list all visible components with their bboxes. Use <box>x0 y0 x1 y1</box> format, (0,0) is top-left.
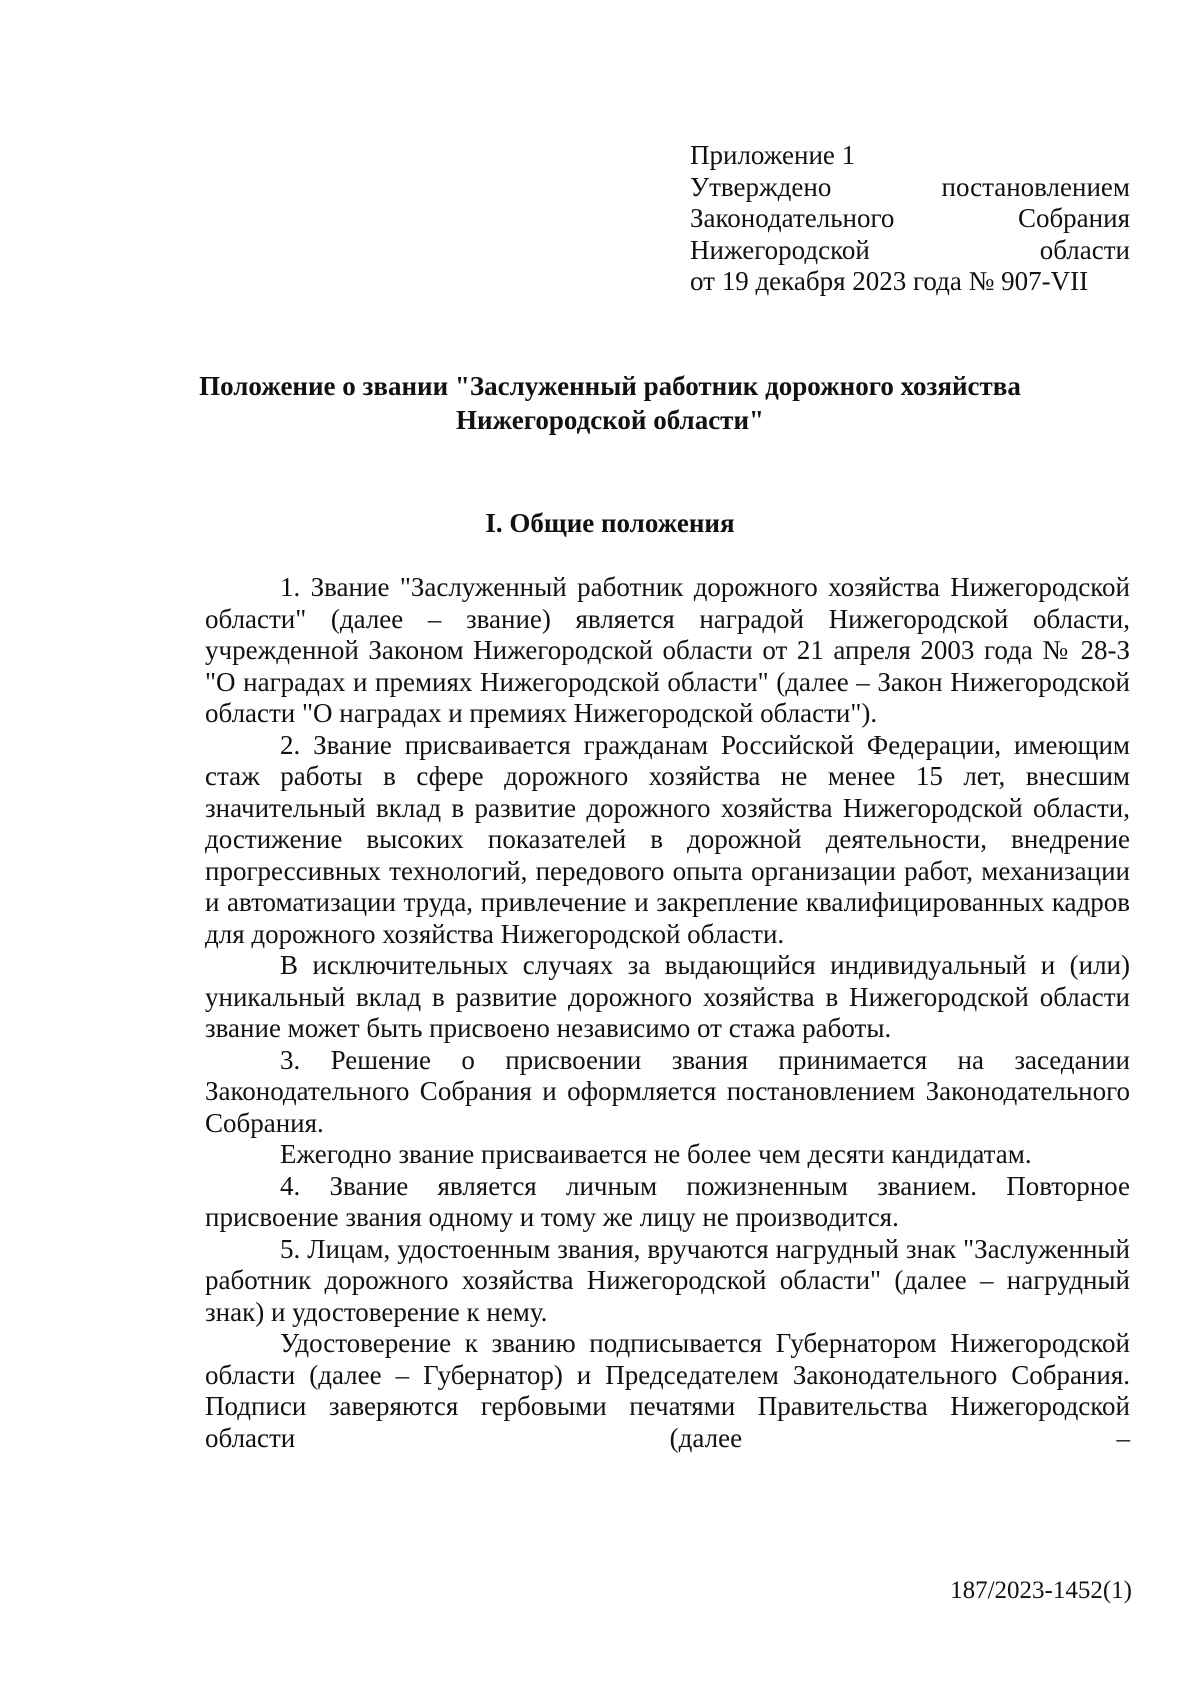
resolution-word: постановлением <box>941 171 1130 202</box>
approved-word: Утверждено <box>690 171 832 202</box>
paragraph-2: 2. Звание присваивается гражданам Российской Федерации, имеющим стаж работы в сфере дорожного хозяйства не менее 15 лет, внесшим значительный вклад в развитие дорожного хозяйства Нижегородской области, достижение высоких показателей в дорожной деятельности, внедрение прогрессивных технологий, передового опыта организации работ, механизации и автоматизации труда, привлечение и закрепление квалифицированных кадров для дорожного хозяйства Нижегородской области. <box>205 729 1130 949</box>
document-number: 187/2023-1452(1) <box>950 1577 1132 1604</box>
paragraph-8: Удостоверение к званию подписывается Губернатором Нижегородской области (далее – Губернатор) и Председателем Законодательного Собрания. Подписи заверяются гербовыми печатями Правительства Нижегородской области (далее – <box>205 1328 1130 1453</box>
paragraph-5: Ежегодно звание присваивается не более чем десяти кандидатам. <box>280 1139 1032 1169</box>
approval-line-2 <box>690 203 1130 235</box>
section-heading: I. Общие положения <box>485 508 735 538</box>
paragraph-3: В исключительных случаях за выдающийся индивидуальный и (или) уникальный вклад в развитие дорожного хозяйства в Нижегородской области звание может быть присвоено независимо от стажа работы. <box>205 950 1130 1043</box>
approval-block <box>690 140 1130 298</box>
appendix-label: Приложение 1 <box>690 140 856 170</box>
assembly-word: Собрания <box>1017 203 1130 233</box>
paragraph-6: 4. Звание является личным пожизненным званием. Повторное присвоение звания одному и тому же лицу не производится. <box>205 1170 1130 1232</box>
approval-date-line: от 19 декабря 2023 года № 907-VII <box>690 266 1089 296</box>
approval-line-3 <box>690 235 1130 267</box>
paragraph-4: 3. Решение о присвоении звания принимается на заседании Законодательного Собрания и оформляется постановлением Законодательного Собрания. <box>205 1044 1130 1138</box>
approval-line-1 <box>690 172 1130 204</box>
body-text <box>205 572 1130 1454</box>
document-title: Положение о звании "Заслуженный работник дорожного хозяйства Нижегородской области" <box>199 371 1021 435</box>
paragraph-7: 5. Лицам, удостоенным звания, вручаются нагрудный знак "Заслуженный работник дорожного хозяйства Нижегородской области" (далее – нагрудный знак) и удостоверение к нему. <box>205 1233 1130 1327</box>
nizhny-word: Нижегородской <box>690 234 870 265</box>
region-word: области <box>1039 234 1130 265</box>
paragraph-1: 1. Звание "Заслуженный работник дорожного хозяйства Нижегородской области" (далее – звание) является наградой Нижегородской области, учрежденной Законом Нижегородской области от 21 апреля 2003 года № 28-З "О наградах и премиях Нижегородской области" (далее – Закон Нижегородской области "О наградах и премиях Нижегородской области"). <box>205 572 1130 728</box>
legislative-word: Законодательного <box>690 203 895 233</box>
